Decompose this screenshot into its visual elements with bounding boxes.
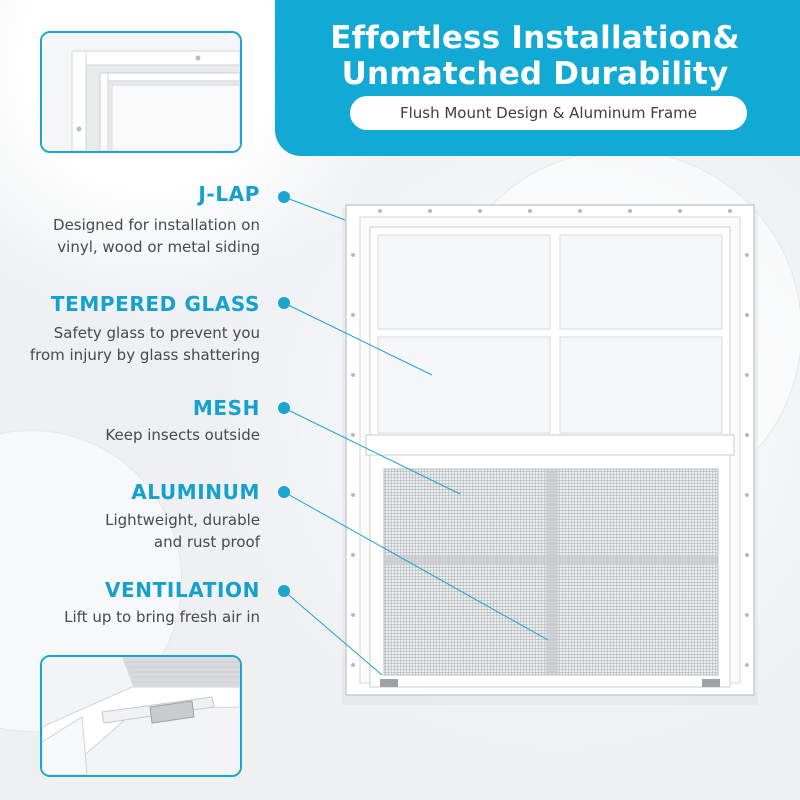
title-line-2: Unmatched Durability [341, 56, 729, 92]
feature-desc-tempered-glass [30, 322, 260, 366]
title-line-1: Effortless Installation& [330, 20, 740, 56]
feature-desc-line: Keep insects outside [105, 426, 260, 444]
feature-desc-line: and rust proof [153, 533, 260, 551]
window-image [340, 195, 760, 705]
corner-detail-inset [40, 31, 242, 153]
feature-desc-line: Lift up to bring fresh air in [64, 608, 260, 626]
feature-desc-line: Safety glass to prevent you [53, 324, 260, 342]
feature-desc-line: Lightweight, durable [105, 511, 260, 529]
page-title [300, 20, 770, 92]
feature-desc-line: Designed for installation on [53, 216, 260, 234]
latch-detail-inset [40, 655, 242, 777]
feature-desc-line: vinyl, wood or metal siding [57, 238, 260, 256]
latch-detail-image [42, 657, 240, 775]
feature-desc-mesh [105, 424, 260, 446]
feature-desc-ventilation [64, 606, 260, 628]
feature-desc-j-lap [53, 214, 260, 258]
corner-detail-image [42, 33, 240, 151]
feature-heading-mesh: MESH [192, 396, 260, 420]
feature-heading-ventilation: VENTILATION [104, 578, 260, 602]
feature-heading-tempered-glass: TEMPERED GLASS [50, 292, 260, 316]
feature-heading-aluminum: ALUMINUM [131, 480, 260, 504]
feature-desc-aluminum [105, 509, 260, 553]
subtitle-pill: Flush Mount Design & Aluminum Frame [350, 96, 747, 130]
feature-heading-j-lap: J-LAP [198, 182, 260, 206]
feature-desc-line: from injury by glass shattering [29, 346, 260, 364]
